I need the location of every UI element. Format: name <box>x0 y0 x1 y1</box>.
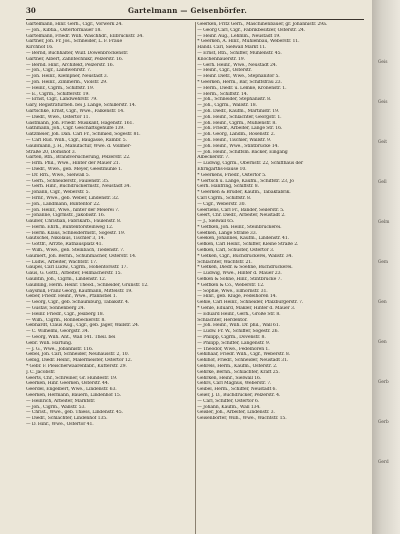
directory-entry: — Heinr., Cigr., Osterstr. <box>197 68 252 74</box>
directory-entry: — C. Wilhelmi, Georgstr. 34. <box>26 329 89 335</box>
directory-entry: Knochenhauerstr. 19. <box>197 56 245 62</box>
facing-page-fragment: Geis <box>378 60 388 65</box>
directory-entry: Gärtner, Joh. Fr. Jos., Schneider, L. F. Fraue <box>26 39 123 45</box>
directory-entry: Gehle, Carl Heinr., Schneider, Pfalzburgerstr. 7. <box>197 300 304 306</box>
directory-entry: Gebel, Joh. Carl, Schneider, Neuhausstr. 2, 10. <box>26 352 129 358</box>
directory-entry: — Georg, Cigr., geb. Schaumburg, Tabakstr. 4. <box>26 300 130 306</box>
directory-entry: Gehlhaar, Friedr. Wilh., Cigr., Weberstr. 8. <box>197 352 291 358</box>
directory-entry: — Johann, Kaufm., Wall 134. <box>197 404 261 410</box>
directory-entry: * Gertsch u. Lange, Kaufm., Schiffstr. 23, Jo <box>197 178 294 184</box>
directory-entry: — Herm., Schiffstr. 14. <box>197 91 248 97</box>
column-divider <box>195 22 196 534</box>
directory-entry: — Joh. Heinr., Zimmerm., Violstr. 29. <box>26 79 108 85</box>
column-left <box>26 22 193 534</box>
directory-entry: Schlachter, Herdentor. <box>197 317 248 323</box>
facing-page-fragment: Gen <box>378 340 387 345</box>
directory-entry: Gefken, Carl Heinr., Schiffer, Kleine Straße 2. <box>197 242 299 248</box>
directory-entry: — Joh., Schneider, Stephanistr. 8. <box>197 97 272 103</box>
directory-entry: — Heinr., Cigrm., Schiffstr. 19. <box>26 85 94 91</box>
directory-entry: — D. Hinr., Wwe., Ostertor 41. <box>26 421 94 427</box>
directory-entry: Geerken, Hinr. Geerken, Osterstr. 44. <box>26 381 109 387</box>
directory-entry: Ehrngarths-Hause 10. <box>197 166 247 172</box>
directory-entry: — Herm., Diedr. u. Lemke, Kronenstr. 1. <box>197 85 287 91</box>
directory-entry: Gehrels, Herm., Kaufm., Osterstr. 2. <box>197 364 278 370</box>
directory-entry: — Dr. Rrn., Wwe., Sielwall 5. <box>26 172 90 178</box>
directory-entry: Geeken, Johannes, Kaufm., Lindenstr. 41. <box>197 236 289 242</box>
directory-entry: — Gerh. Hinr., Buchdruckermstr., Neustadt 34. <box>26 184 131 190</box>
directory-entry: — Eduard Heinr., Gerh., Große Str. 8. <box>197 311 281 317</box>
directory-entry: — Wilh., Wwe., geb. Steinbach, Tiedenstr. 7. <box>26 248 125 254</box>
directory-entry: — Georg, Wilh. Ant., Wall 141. Theil. bei <box>26 335 116 341</box>
directory-entry: — J., Sielwall 65. <box>197 219 235 225</box>
directory-entry: — Joh., Cigr., Landwehrstr. 7. <box>26 68 92 74</box>
directory-entry: — Gottfr., Ärrzte, Rathausplatz 41. <box>26 242 103 248</box>
directory-entry: Geefken, Lange Straße 33. <box>197 230 257 236</box>
directory-entry: Geber, Friedr. Heinr., Wwe., Pfannstiel 1. <box>26 294 117 300</box>
directory-entry: Gerh. Hanfring, Schiffstr. 8. <box>197 184 259 190</box>
directory-entry: — Joh. Diedr., Kaufm., Martinistr. 19. <box>197 108 280 114</box>
directory-entry: * Gefken, Cigr., Buchdruckerei, Wallstr. 34. <box>197 253 293 259</box>
directory-entry: * Gefken, Diedr. & Soehne, Buchdruckerei. <box>197 265 293 271</box>
directory-entry: — J. G., Wwe., Jobannistr. 116. <box>26 346 94 352</box>
directory-entry: Gefken & Söhne, Hinr., Stintbrücke 7. <box>197 277 282 283</box>
directory-entry: — Diedr., Wwe., Ostertor 11. <box>26 114 90 120</box>
directory-entry: — Joh. Heinr., Wwe., Stintbrücke 14. <box>197 143 279 149</box>
directory-entry: — Joh. Heinr., Wilh. Dr. phil., Wall 61. <box>197 323 280 329</box>
directory-entry: Geert, Chr. Diedr., Arbeiter, Neustadt 2. <box>197 213 286 219</box>
directory-entry: — Hrnr., Wwe., geb. Weber, Lindenstr. 32. <box>26 195 120 201</box>
directory-entry: Carl Cigrm., Schiffstr. 8. <box>197 195 252 201</box>
facing-page-fragment: Gen <box>378 300 387 305</box>
directory-entry: Geerliens, Carl Fr., Bänder, Seilerstr. 5. <box>197 207 285 213</box>
directory-entry: — Herm. Klaus, Schneidermstr., Sögestr. 19. <box>26 230 125 236</box>
directory-entry: — Joh. Heinr., Schiffsm. Bäcker, Eingang <box>197 149 288 155</box>
directory-entry: Gebr. Wilh. Hartung. <box>26 340 73 346</box>
directory-entry: Geisler, Joh., Arbeiter, Lindenstr. 3. <box>197 410 275 416</box>
directory-entry: Gaußfin, Joh., Cigrm., Lindenstr. 12. <box>26 277 107 283</box>
directory-entry: * Gehle, Eduard, Makler, Hinter d. Mauer 3. <box>197 306 296 312</box>
directory-entry: — Sophie, Wwe., Ellhornstr. 31. <box>197 288 268 294</box>
directory-entry: J. C. Jacobstr. <box>26 369 56 375</box>
directory-entry: — Joh., Landmann, Buntentor 22. <box>26 201 101 207</box>
directory-entry: Gaysmill, Franz Georg, Kaufmann, Mittelstr. 19. <box>26 288 133 294</box>
directory-entry: — Johanne, Cigrmstr., Jakobistr. 16. <box>26 213 106 219</box>
directory-entry: * Geffken, Joh. Heinr., Steinbrückerei. <box>197 224 282 230</box>
directory-entry: — Joh. Heinr., Schlachter, Georgstr. 1. <box>197 114 282 120</box>
directory-entry: Gary, Registraturbeh. bei J. Lange, Schillerstr. 14. <box>26 103 136 109</box>
directory-entry: — Gerh., Schneiderstr., Faulenstr. 35. <box>26 178 110 184</box>
column-right <box>197 22 364 534</box>
directory-entry: — Heinr. Dietr., Wwe., Stephanitor 5. <box>197 74 280 80</box>
directory-entry: — Heinr. Aug., Lehmm., Neustadt 19. <box>197 33 281 39</box>
directory-entry: — Hinr., geb. Kluge, Fedelhören 14. <box>197 294 277 300</box>
directory-entry: — Theodor, Wwe., Fedelhören 1. <box>197 346 270 352</box>
facing-page-fragment: Gem <box>378 260 388 265</box>
directory-entry: Gehlhof, Friedr., Schneider, Neustadt 31. <box>197 358 289 364</box>
directory-entry: — Herm. Ehrh., Buntentorsteinweg 12. <box>26 224 114 230</box>
directory-entry: — Heinr. Friedr., Cigr., Jesiberg 18. <box>26 311 104 317</box>
directory-entry: * Geffken & Co., Weberstr. 12. <box>197 282 265 288</box>
running-title: Gartelmann — Geisenbörfer. <box>128 6 248 15</box>
directory-entry: Geerdel, Engelbert, Wwe., Lindenstr. 63. <box>26 387 117 393</box>
directory-entry: — Hrm. Phil., Wwe., Hinter der Mauer 21. <box>26 161 120 167</box>
facing-page-fragment: Gerd <box>378 460 389 465</box>
directory-entry: — Philipp, Cigrm., Dovenstr. 8. <box>197 335 266 341</box>
directory-entry: — Gustav, Sonnenberg 24. <box>26 306 85 312</box>
directory-entry: — Ludwig, Wwe., Hinter d. Mauer 23. <box>197 271 282 277</box>
directory-entry: Geerts, Chr., Schreiner, Gr. Hundestr. 19. <box>26 375 118 381</box>
directory-entry: Kirchhof 16. <box>26 45 54 51</box>
directory-entry: Gautschel, Nikolaus, Tischler 3, 14. <box>26 236 105 242</box>
directory-entry: Gaußling, Herm. Heinr. Theod., Schneider, Grünstr. 12. <box>26 282 149 288</box>
facing-page-fragment: Gerb <box>378 380 389 385</box>
directory-entry: Gaupel, Carl Ludw., Cigrm., Hohentorsstr. 17. <box>26 265 128 271</box>
directory-entry: Gartelmann, Hinr. Gerh., Cigr., Vorwerk 24. <box>26 22 123 27</box>
directory-entry: Gaußer, Christian, Fabrikarb., Faulenstr. 8. <box>26 219 122 225</box>
directory-entry: * Geerken, Herm., Bär, Schiffsfrau 23. <box>197 79 282 85</box>
facing-page-fragment: Geis <box>378 100 388 105</box>
directory-entry: Gebhardt, Claus Aug., Cigr., geb. Jäger, Wallstr. 24. <box>26 323 140 329</box>
directory-entry: — Joh. Heinr., Tischler, Wallstr. 9. <box>197 137 272 143</box>
directory-entry: — Joh., Cigrm., Wallstr. 18. <box>197 103 257 109</box>
directory-entry: — Georg Carl, Cigr., Fabrikbesitzer, Osterstr. 24. <box>197 27 306 33</box>
directory-entry: Geerken, Fritz Gerh., Maschinenbauer, gr. Johannistr. 29a. <box>197 22 328 27</box>
directory-entry: — Carl, Schiffer, Ostertor 6. <box>197 398 260 404</box>
directory-entry: Albeckerstr. 7. <box>197 155 230 161</box>
directory-entry: Geier, J. D., Buchdrucker, Pelzerstr. 4. <box>197 393 281 398</box>
facing-page-fragment: Gell <box>378 180 387 185</box>
directory-entry: — Ludwig, Cigrm., Obernstr. 22, Schiffhaus der <box>197 161 303 167</box>
directory-entry: Gaußmann, J. H., Manufactur, Wwe. d. Vollmer- <box>26 143 132 149</box>
directory-entry: — Joh. Heinr., Cigrm., Mühlenstr. 8. <box>197 120 277 126</box>
directory-entry: Geerken, Hermann, Bauern, Lindenhof 15. <box>26 393 122 398</box>
page-header <box>26 6 364 18</box>
directory-entry: — Joh., Kibtia., Ostertormauer 18. <box>26 27 102 33</box>
directory-entry: — Carl Rud. Wilh., Cigr., Baugasse, Rambr. 5. <box>26 137 127 143</box>
directory-entry: Gastmann, Joh. Friedr. Musikant, Hagenstr. 161. <box>26 120 134 126</box>
header-rule <box>26 19 364 20</box>
directory-entry: Gathmann, Joh., Cigr. Geschäftsgehülfe 139. <box>26 126 125 132</box>
directory-entry: — E., Cigrm., Schifferstr. 19. <box>26 91 90 97</box>
directory-entry: Gefken, Carl, Schuster, Ostertor 3. <box>197 248 275 254</box>
columns <box>26 22 364 534</box>
directory-entry: — Philipp, Schiffer, Langenstr. 9. <box>197 340 270 346</box>
directory-entry: * Gebr. F. Pleischerwaarenfabr., Kutterstr. 29. <box>26 364 127 370</box>
page-number: 30 <box>26 6 36 15</box>
directory-entry: Handl. Carl, Sielwall Markt 11. <box>197 45 267 51</box>
facing-page-fragment: Gerb <box>378 420 389 425</box>
directory-entry: Geibel, Herm., Schiffer, Neustadt 6. <box>197 387 277 393</box>
directory-entry: — Johann, Cigr., Weberstr. 5. <box>26 190 90 196</box>
directory-entry: Gehrs, Carl Magnus, Weberstr. 7. <box>197 381 272 387</box>
directory-entry: — Ludw., Arbeiter, Wachtstr. 17. <box>26 259 98 265</box>
facing-page-fragment: Gelm <box>378 220 390 225</box>
directory-entry: Schlachter, Wachtstr. 21. <box>197 259 253 265</box>
directory-entry: Gaus, G. Gottl., Arbeiter, Fellmacherstr. 15. <box>26 271 122 277</box>
directory-entry: Gaumert, Joh. Bernh., Schuhmacher, Osterstr. 14. <box>26 253 137 259</box>
directory-entry: — Joh., Cigrm., Wallstr. 53. <box>26 404 86 410</box>
directory-entry: Gehrke, Bernh., Schlachter, Kraft 25. <box>197 369 280 375</box>
directory-entry: — Diedr., Wwe., geb. Meyer, Geestmühle 1. <box>26 166 123 172</box>
directory-entry: — Diedr., Schlachter, Lindenhof 135. <box>26 416 108 422</box>
directory-entry: — Joh. Georg, Landm., Rosenstr. 2. <box>197 132 275 138</box>
directory-entry: Gatzmeier, Joh. Dan. Carl Fr., Schmied, Sögestr. 81. <box>26 132 141 138</box>
directory-entry: Gartschke, Ernst, Cigr., Wwe., Falkenstr. 14. <box>26 108 125 114</box>
directory-entry: Gartelmann, Friedr. Wilh. Wäschhdr., Ellbrückstr. 34. <box>26 33 144 39</box>
facing-page-edge <box>372 0 400 534</box>
directory-entry: Gartner, Albert, Zahntechnikr, Pelzerstr. 16. <box>26 56 124 62</box>
facing-page-fragment: Geit <box>378 140 387 145</box>
directory-entry: — Bernd. Hinr., Architekt, Pelzerstr. 16. <box>26 62 114 68</box>
directory-entry: — Bernd, Buchhalter, Wulf. Dowenbröckenstr. <box>26 50 128 56</box>
directory-entry: — Christ., Wwe., geb. Thiess, Lindenstr. 45. <box>26 410 123 416</box>
directory-entry: * Geerkens, Friedr., Ostertor 5. <box>197 172 267 178</box>
directory-entry: — Joh. Friedr., Arbeiter, Lange Str. 16. <box>197 126 283 132</box>
directory-entry: — Ernst, Rtn., Schiffer, Mühlenstr. 45. <box>197 50 282 56</box>
directory-entry: — Heinrich, Arbeiter, Marktstr. <box>26 398 96 404</box>
directory-entry: — Joh. Heinr., Wwe., hinter der Meierei 7. <box>26 207 120 213</box>
directory-entry: Straße 20, Domshof 3. <box>26 149 76 155</box>
directory-entry: — Ernst, Cigr., Landwehrstr. 79. <box>26 97 98 103</box>
directory-entry: — Ludw. Fr. W., Schiffer, Sögestr. 26. <box>197 329 279 335</box>
directory-entry: Gebig, Diedr. Heinr., Malermeister, Ostertor 12. <box>26 358 132 364</box>
directory-entry: — Gerh. Heinr., Wwe., Neustadt 24. <box>197 62 277 68</box>
directory-entry: — Wilh., Cigrm., Rönnebeckerstr. 8. <box>26 317 106 323</box>
directory-entry: — Joh. Heinr., Klempner, Neustadt 3. <box>26 74 108 80</box>
directory-entry: Geisenbörfer, Wilh., Wwe., Wachtstr. 15. <box>197 416 287 422</box>
directory-entry: * Geerken, A. Hinr., Mühlenbau, Weberstr. 11. <box>197 39 300 45</box>
directory-entry: Gärten, Rtn., Brandversicherung, Pelzerstr. 22. <box>26 155 131 161</box>
directory-entry: — Cigr., Weberstr. 30. <box>197 201 246 207</box>
directory-entry: * Geerken & Bruder, Kaufm., Tabakfabrik. <box>197 190 291 196</box>
directory-entry: Gehrken, Heinr., Sielwall 16. <box>197 375 262 381</box>
